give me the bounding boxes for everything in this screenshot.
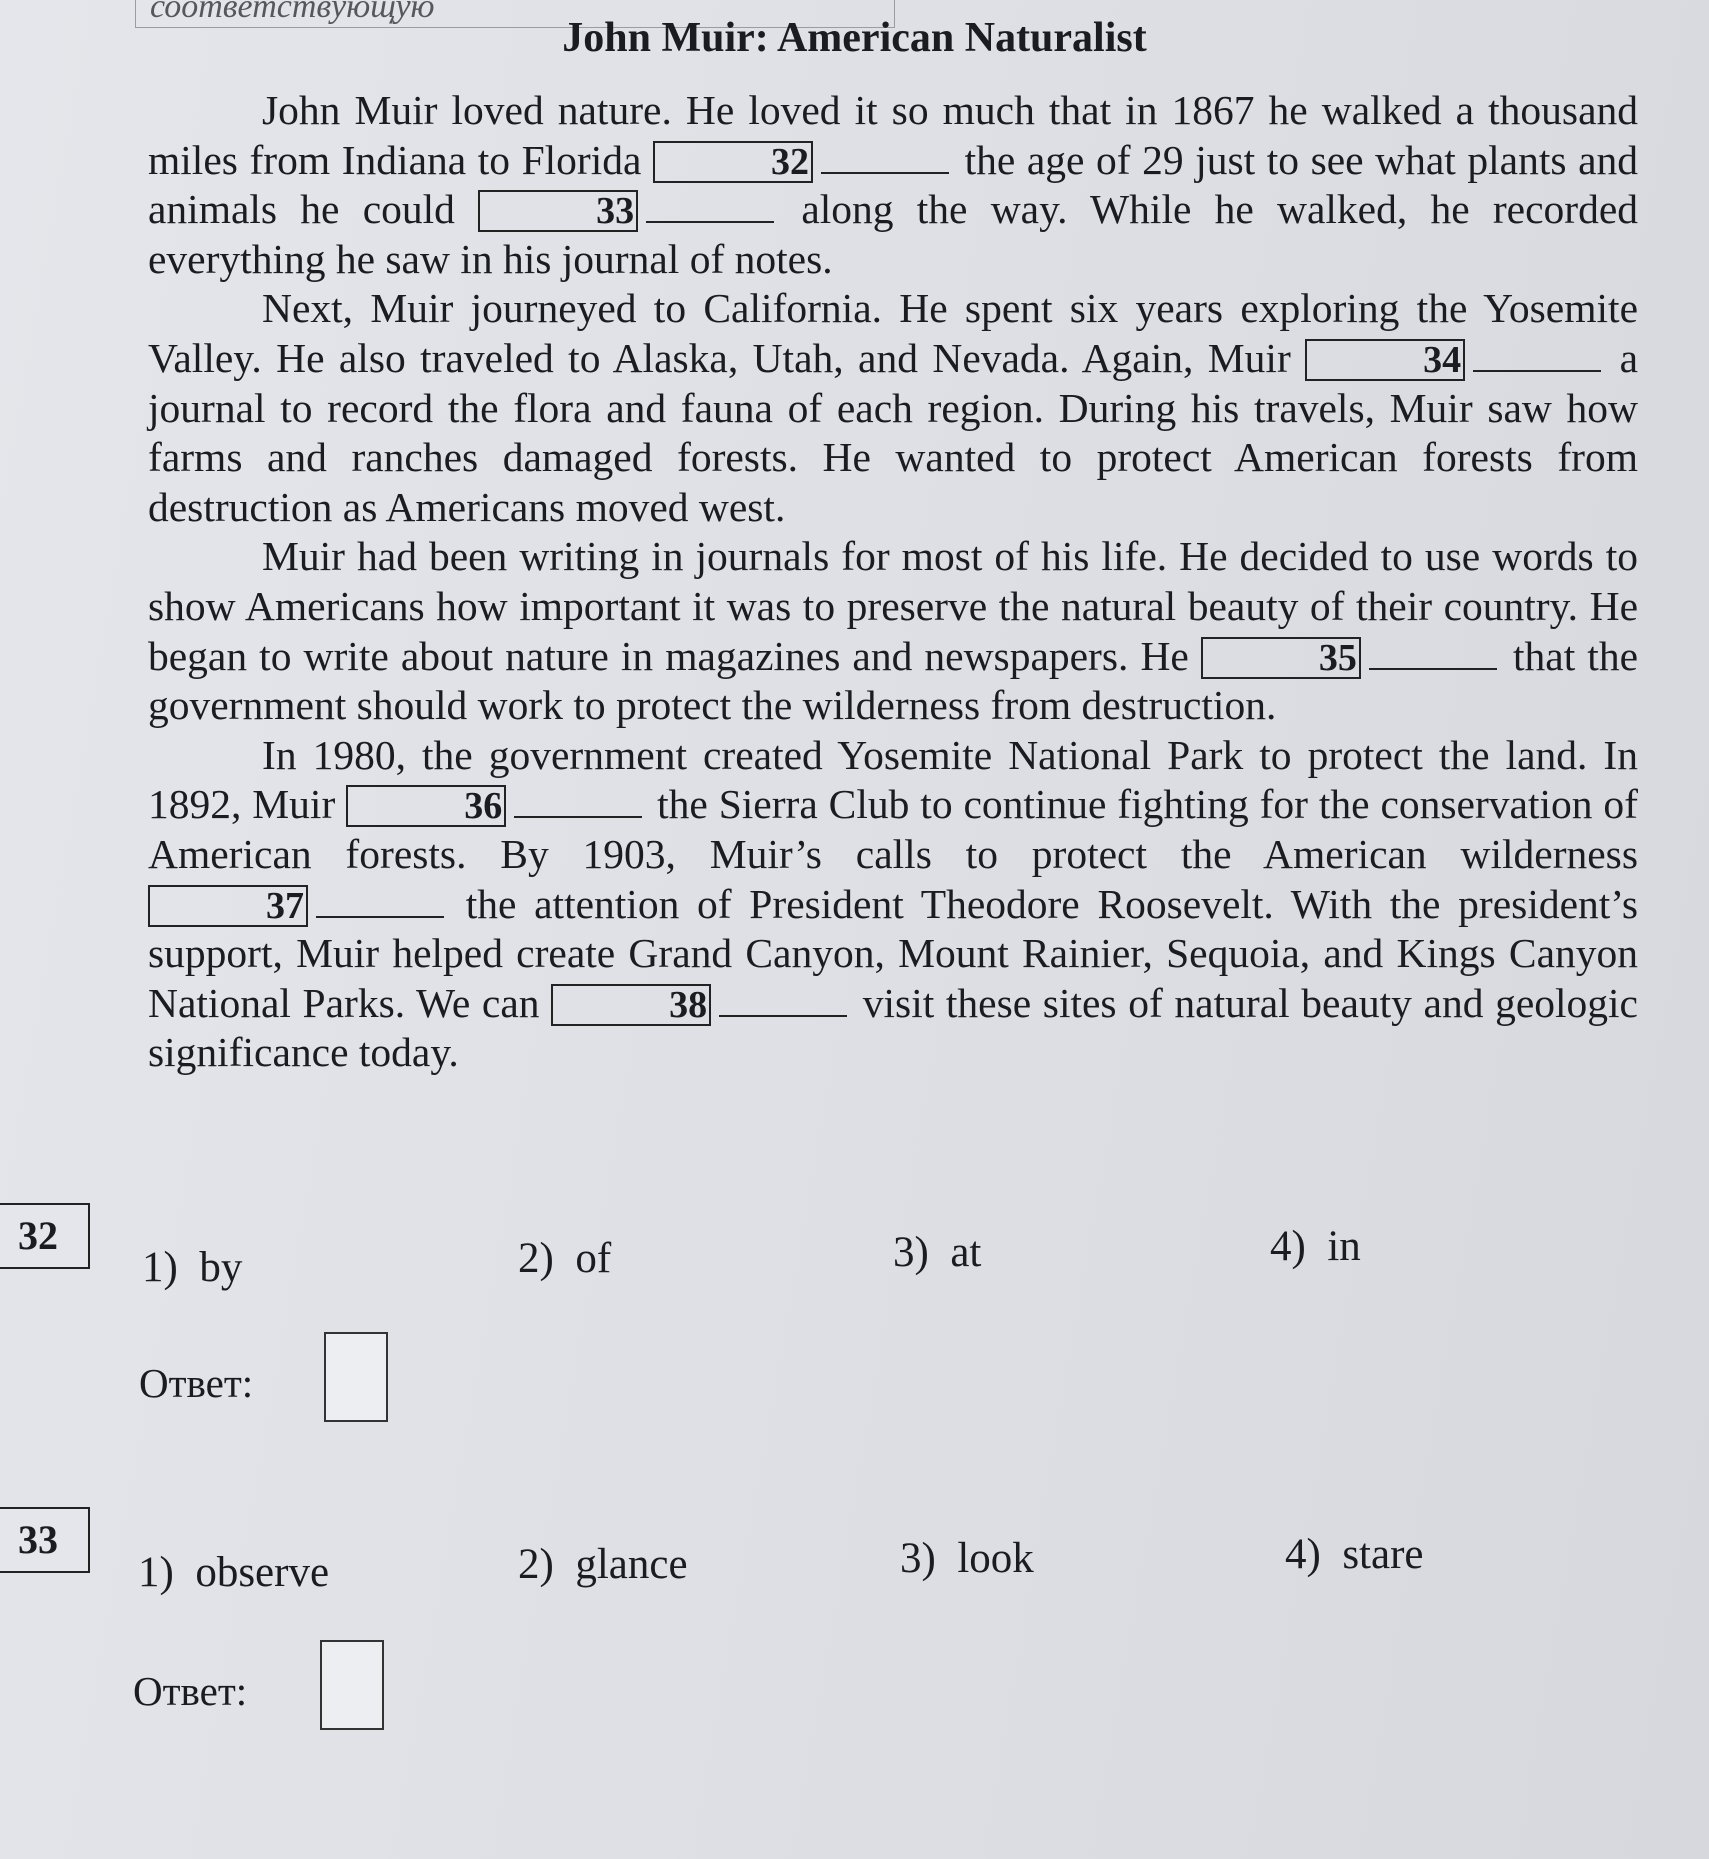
q33-option-3[interactable]: [900, 1534, 1034, 1583]
q32-option-3-num: 3): [893, 1229, 929, 1276]
q32-option-4[interactable]: [1270, 1222, 1361, 1271]
q32-option-2[interactable]: [518, 1234, 611, 1283]
q33-option-3-text: look: [957, 1535, 1034, 1582]
passage-paragraph: [148, 532, 1638, 730]
q33-option-1[interactable]: [138, 1548, 329, 1597]
passage-text: In 1980, the government created Yosemite National Park to protect the land. In 1892, Muir: [148, 731, 1638, 828]
gap-33[interactable]: [478, 186, 778, 232]
gap-38[interactable]: [551, 980, 851, 1026]
gap-blank-line[interactable]: [646, 191, 774, 223]
q32-answer-box[interactable]: [324, 1332, 388, 1422]
question-33-number: 33: [0, 1507, 90, 1573]
gap-32[interactable]: [653, 137, 953, 183]
q32-option-3[interactable]: [893, 1228, 981, 1277]
gap-blank-line[interactable]: [821, 142, 949, 174]
header-fragment: соответствующую: [135, 0, 895, 28]
gap-number: 38: [551, 984, 711, 1026]
q32-option-1-num: 1): [142, 1244, 178, 1291]
gap-blank-line[interactable]: [719, 985, 847, 1017]
q32-option-4-num: 4): [1270, 1223, 1306, 1270]
q33-option-4-text: stare: [1342, 1531, 1424, 1578]
gap-number: 36: [346, 785, 506, 827]
q32-option-2-num: 2): [518, 1235, 554, 1282]
gap-36[interactable]: [346, 781, 646, 827]
q32-option-2-text: of: [575, 1235, 612, 1282]
gap-37[interactable]: [148, 881, 448, 927]
passage-paragraph: [148, 284, 1638, 532]
passage-text: a journal to record the flora and fauna of each region. During his travels, Muir saw how farms and ranches damaged forests. He wanted to protect American forests from destruction as Americans moved west.: [148, 334, 1638, 530]
question-32-number: 32: [0, 1203, 90, 1269]
passage-text: the attention of President Theodore Roosevelt. With the president’s support, Muir helped create Grand Canyon, Mount Rainier, Sequoia, and Kings Canyon National Parks. We can: [148, 880, 1638, 1026]
passage: [148, 86, 1638, 1078]
q33-option-2-num: 2): [518, 1541, 554, 1588]
gap-34[interactable]: [1305, 335, 1605, 381]
passage-text: Muir had been writing in journals for most of his life. He decided to use words to show Americans how important it was to preserve the natural beauty of their country. He began to write about nature in magazines and newspapers. He: [148, 533, 1638, 679]
gap-blank-line[interactable]: [514, 786, 642, 818]
q33-option-1-text: observe: [195, 1549, 330, 1596]
q32-option-4-text: in: [1327, 1223, 1361, 1270]
q32-option-1[interactable]: [142, 1243, 242, 1292]
gap-blank-line[interactable]: [316, 886, 444, 918]
gap-number: 32: [653, 141, 813, 183]
page-title: John Muir: American Naturalist: [562, 15, 1147, 61]
passage-text: the age of 29 just to see what plants and animals he could: [148, 136, 1638, 233]
q33-option-4-num: 4): [1285, 1531, 1321, 1578]
gap-blank-line[interactable]: [1473, 340, 1601, 372]
passage-text: the Sierra Club to continue fighting for the conservation of American forests. By 1903, Muir’s calls to protect the American wilderness: [148, 781, 1638, 877]
q33-answer-label: Ответ:: [133, 1668, 248, 1714]
passage-paragraph: [148, 86, 1638, 284]
q33-option-2[interactable]: [518, 1540, 688, 1589]
gap-number: 35: [1201, 637, 1361, 679]
q33-answer-box[interactable]: [320, 1640, 384, 1730]
gap-number: 37: [148, 885, 308, 927]
gap-blank-line[interactable]: [1369, 638, 1497, 670]
q33-option-3-num: 3): [900, 1535, 936, 1582]
q32-answer-label: Ответ:: [139, 1360, 254, 1406]
q33-option-4[interactable]: [1285, 1530, 1424, 1579]
q32-option-3-text: at: [950, 1229, 982, 1276]
q32-option-1-text: by: [199, 1244, 243, 1291]
gap-number: 34: [1305, 339, 1465, 381]
passage-text: John Muir loved nature. He loved it so much that in 1867 he walked a thousand miles from Indiana to Florida: [148, 87, 1638, 183]
passage-text: visit these sites of natural beauty and geologic significance today.: [148, 979, 1638, 1076]
passage-text: Next, Muir journeyed to California. He spent six years exploring the Yosemite Valley. He also traveled to Alaska, Utah, and Nevada. Again, Muir: [148, 285, 1638, 381]
passage-text: that the government should work to protect the wilderness from destruction.: [148, 632, 1638, 729]
passage-paragraph: [148, 731, 1638, 1078]
gap-35[interactable]: [1201, 633, 1501, 679]
q33-option-1-num: 1): [138, 1549, 174, 1596]
q33-option-2-text: glance: [575, 1541, 688, 1588]
gap-number: 33: [478, 190, 638, 232]
passage-text: along the way. While he walked, he recorded everything he saw in his journal of notes.: [148, 186, 1638, 282]
